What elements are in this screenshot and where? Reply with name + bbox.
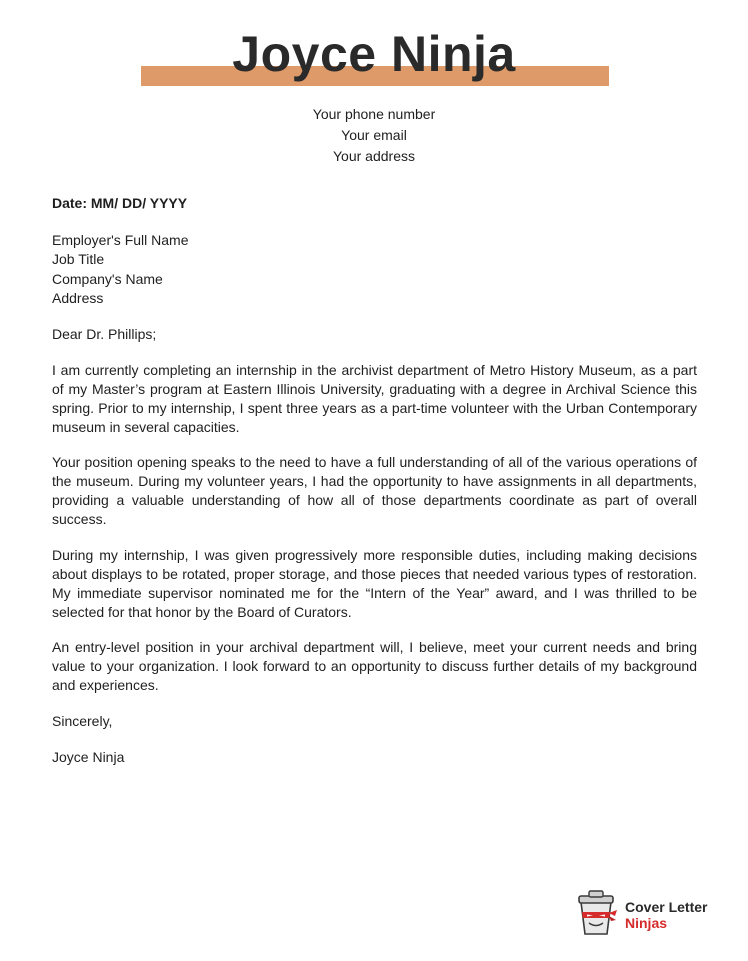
recipient-address: Address: [52, 289, 104, 306]
recipient-company: Company's Name: [52, 270, 163, 287]
recipient-title: Job Title: [52, 251, 105, 268]
letter-header: [0, 0, 748, 90]
recipient-block: [52, 231, 697, 308]
body-paragraph: An entry-level position in your archival department will, I believe, meet your current needs and bring value to your organization. I look forward to an opportunity to discuss further details of my background and experiences.: [52, 639, 697, 693]
contact-address: Your address: [333, 148, 415, 164]
logo-text-line2: Ninjas: [625, 915, 668, 931]
recipient-name: Employer's Full Name: [52, 232, 189, 248]
letter-date: Date: MM/ DD/ YYYY: [52, 195, 188, 211]
applicant-name: Joyce Ninja: [232, 26, 516, 82]
contact-email: Your email: [341, 127, 407, 143]
body-paragraph: During my internship, I was given progressively more responsible duties, including making decisions about displays to be rotated, proper storage, and those pieces that needed various types of restoration. My immediate supervisor nominated me for the “Intern of the Year” award, and I was thrilled to be selected for that honor by the Board of Curators.: [52, 547, 697, 620]
logo-wordmark: [625, 899, 707, 931]
signature: Joyce Ninja: [52, 749, 125, 765]
ninja-cup-icon: [575, 890, 619, 938]
body-paragraph: Your position opening speaks to the need to have a full understanding of all of the various operations of the museum. During my volunteer years, I had the opportunity to have assignments in all departments, providing a valuable understanding of how all of those departments coordinate as part of overall success.: [52, 454, 697, 527]
contact-block: [0, 104, 748, 167]
closing: Sincerely,: [52, 713, 113, 729]
contact-phone: Your phone number: [312, 106, 436, 122]
cover-letter-ninjas-logo: [575, 890, 725, 938]
body-paragraph: I am currently completing an internship in the archivist department of Metro History Museum, as a part of my Master’s program at Eastern Illinois University, graduating with a degree in Archival Science this spring. Prior to my internship, I spent three years as a part-time volunteer with the Urban Contemporary museum in several capacities.: [52, 362, 697, 435]
logo-text-line1: Cover Letter: [625, 899, 708, 915]
salutation: Dear Dr. Phillips;: [52, 326, 157, 342]
